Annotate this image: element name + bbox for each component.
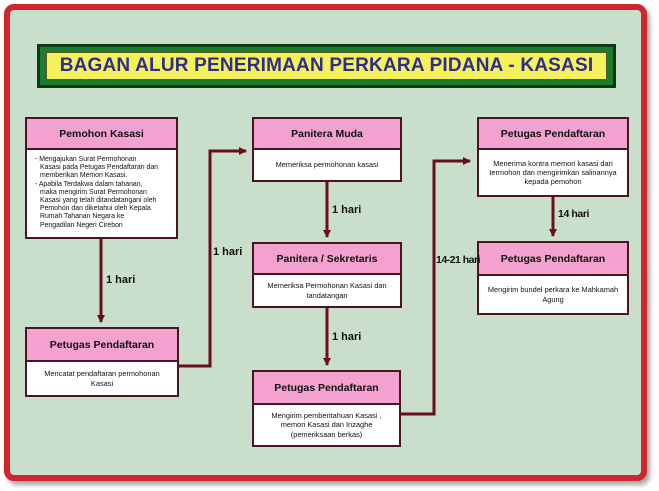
box-petugas-pendaftaran-kirim (252, 370, 401, 447)
box-panitera-muda (252, 117, 402, 182)
duration-label: 14 hari (558, 208, 590, 220)
box-panitera-sekretaris (252, 242, 402, 308)
box-panitera-sekretaris-title: Panitera / Sekretaris (254, 244, 400, 275)
box-panitera-muda-title: Panitera Muda (254, 119, 400, 150)
box-petugas-pendaftaran-kirim-text: Mengirim pemberitahuan Kasasi , memori Kasasi dan Inzaghe (pemeriksaan berkas) (271, 411, 382, 439)
box-petugas-pendaftaran-catat-title: Petugas Pendaftaran (27, 329, 177, 362)
box-pemohon-kasasi (25, 117, 178, 239)
box-petugas-pendaftaran-kontra (477, 117, 629, 197)
pemohon-line: memberikan Memori Kasasi. (40, 172, 128, 180)
duration-label: 1 hari (106, 274, 136, 286)
pemohon-line: Kasasi yang telah ditandatangani oleh (40, 197, 157, 205)
pemohon-line: Pemohon dan diketahui oleh Kepala (40, 205, 151, 213)
box-petugas-pendaftaran-kirim-title: Petugas Pendaftaran (254, 372, 399, 405)
box-pemohon-kasasi-title: Pemohon Kasasi (27, 119, 176, 150)
box-panitera-sekretaris-text: Memeriksa Permohonan Kasasi dan tandatangan (267, 281, 387, 300)
pemohon-line: Kasasi pada Petugas Pendaftaran dan (40, 164, 158, 172)
pemohon-line: Rumah Tahanan Negara ke (40, 213, 125, 221)
box-panitera-muda-text: Memeriksa permohonan kasasi (275, 160, 379, 170)
box-petugas-pendaftaran-catat (25, 327, 179, 397)
box-petugas-pendaftaran-catat-text: Mencatat pendaftaran permohonan Kasasi (44, 369, 160, 388)
duration-label: 1 hari (332, 331, 362, 343)
box-petugas-pendaftaran-kontra-title: Petugas Pendaftaran (479, 119, 627, 150)
duration-label: 1 hari (332, 204, 362, 216)
duration-label: 1 hari (213, 246, 243, 258)
arrow-petugas-to-petugas-kontra (401, 161, 470, 414)
pemohon-line: Pengadilan Negeri Cirebon (40, 221, 123, 229)
duration-label: 14-21 hari (436, 254, 481, 266)
pemohon-line: - Apabila Terdakwa dalam tahanan, (35, 180, 143, 188)
pemohon-line: maka mengirim Surat Permohonan (40, 188, 147, 196)
box-petugas-pendaftaran-bundel-text: Mengirim bundel perkara ke Mahkamah Agung (487, 285, 619, 304)
box-petugas-pendaftaran-bundel-title: Petugas Pendaftaran (479, 243, 627, 276)
box-pemohon-kasasi-text (27, 150, 176, 237)
box-petugas-pendaftaran-bundel (477, 241, 629, 315)
box-petugas-pendaftaran-kontra-text: Menerima kontra memori kasasi dari termohon dan mengirimkan salinannya kepada pemohon (489, 158, 617, 187)
diagram-title: BAGAN ALUR PENERIMAAN PERKARA PIDANA - KASASI (59, 55, 594, 76)
pemohon-line: - Mengajukan Surat Permohonan (35, 156, 137, 163)
arrow-petugas-to-panitera-muda (179, 151, 246, 366)
